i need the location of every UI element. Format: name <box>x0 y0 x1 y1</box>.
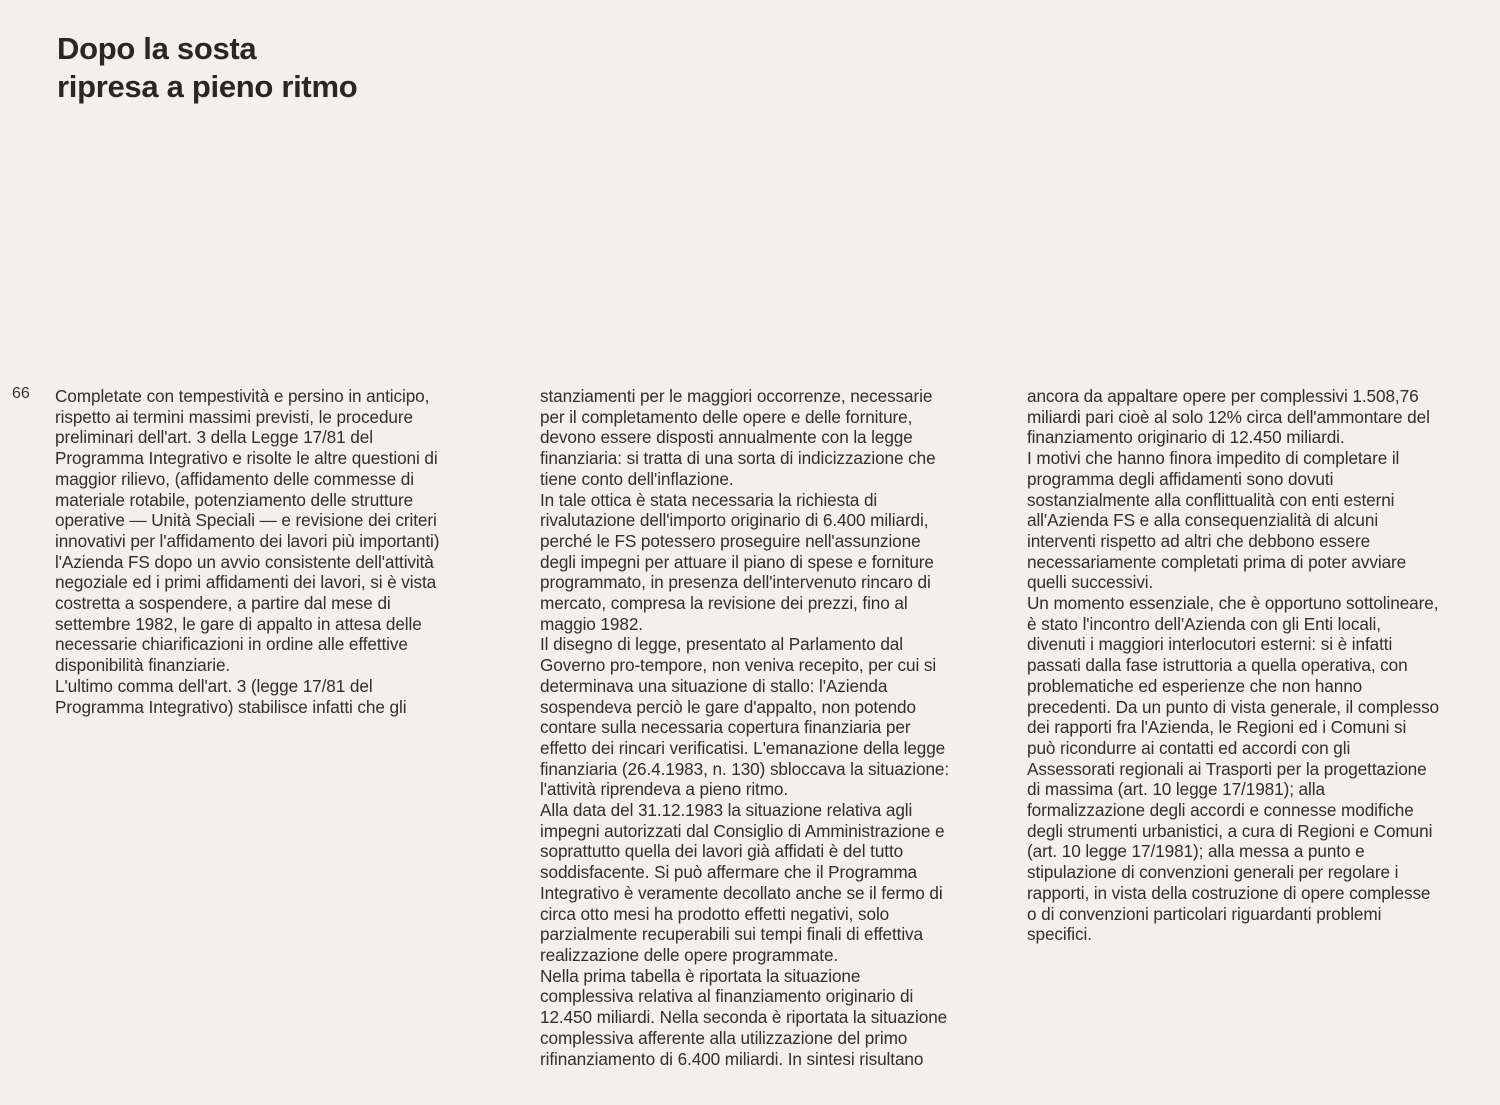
text-line: ancora da appaltare opere per complessivi 1.508,76 <box>1027 386 1419 406</box>
text-line: necessariamente completati prima di poter avviare <box>1027 551 1407 572</box>
text-line: l'Azienda FS dopo un avvio consistente dell'attività <box>55 551 434 572</box>
text-line: quelli successivi. <box>1027 572 1154 593</box>
text-line: preliminari dell'art. 3 della Legge 17/81 del <box>55 427 373 448</box>
text-column-3 <box>1027 386 1492 945</box>
text-line: devono essere disposti annualmente con la legge <box>540 427 913 448</box>
text-line: mercato, compresa la revisione dei prezzi, fino al <box>540 593 908 614</box>
text-line: maggio 1982. <box>540 613 643 634</box>
text-line: costretta a sospendere, a partire dal mese di <box>55 593 391 614</box>
text-line: complessiva relativa al finanziamento originario di <box>540 986 914 1007</box>
text-line: perché le FS potessero proseguire nell'assunzione <box>540 530 921 551</box>
text-line: programma degli affidamenti sono dovuti <box>1027 468 1334 489</box>
text-line: complessiva afferente alla utilizzazione del primo <box>540 1027 908 1048</box>
text-line: passati dalla fase istruttoria a quella operativa, con <box>1027 655 1408 676</box>
text-line: Il disegno di legge, presentato al Parlamento dal <box>540 634 903 655</box>
text-line: finanziaria (26.4.1983, n. 130) sbloccava la situazione: <box>540 758 950 779</box>
text-line: materiale rotabile, potenziamento delle strutture <box>55 489 414 510</box>
text-line: stanziamenti per le maggiori occorrenze, necessarie <box>540 386 933 406</box>
text-line: Programma Integrativo) stabilisce infatti che gli <box>55 696 407 717</box>
text-line: Programma Integrativo e risolte le altre questioni di <box>55 448 438 469</box>
text-line: rifinanziamento di 6.400 miliardi. In sintesi risultano <box>540 1048 924 1069</box>
text-line: Assessorati regionali ai Trasporti per la progettazione <box>1027 758 1427 779</box>
text-line: problematiche ed esperienze che non hanno <box>1027 675 1363 696</box>
text-line: di massima (art. 10 legge 17/1981); alla <box>1027 779 1325 800</box>
text-line: negoziale ed i primi affidamenti dei lavori, si è vista <box>55 572 437 593</box>
text-line: disponibilità finanziarie. <box>55 655 231 676</box>
text-line: operative — Unità Speciali — e revisione dei criteri <box>55 510 437 531</box>
text-line: per il completamento delle opere e delle forniture, <box>540 406 913 427</box>
text-line: rivalutazione dell'importo originario di 6.400 miliardi, <box>540 510 929 531</box>
text-line: specifici. <box>1027 924 1092 945</box>
text-line: tiene conto dell'inflazione. <box>540 468 734 489</box>
text-line: effetto dei rincari verificatisi. L'emanazione della legge <box>540 737 946 758</box>
text-line: formalizzazione degli accordi e connesse modifiche <box>1027 800 1414 821</box>
text-line: circa otto mesi ha prodotto effetti negativi, solo <box>540 903 890 924</box>
text-line: degli strumenti urbanistici, a cura di Regioni e Comuni <box>1027 820 1433 841</box>
text-line: rispetto ai termini massimi previsti, le procedure <box>55 406 413 427</box>
text-column-1 <box>55 386 495 717</box>
text-line: è stato l'incontro dell'Azienda con gli Enti locali, <box>1027 613 1381 634</box>
text-line: finanziaria: si tratta di una sorta di indicizzazione che <box>540 448 936 469</box>
text-line: 12.450 miliardi. Nella seconda è riportata la situazione <box>540 1007 948 1028</box>
page-title <box>57 30 357 106</box>
title-line-2: ripresa a pieno ritmo <box>57 69 358 104</box>
text-line: In tale ottica è stata necessaria la richiesta di <box>540 489 878 510</box>
text-line: l'attività riprendeva a pieno ritmo. <box>540 779 789 800</box>
text-line: Nella prima tabella è riportata la situazione <box>540 965 861 986</box>
text-line: Completate con tempestività e persino in anticipo, <box>55 386 430 406</box>
text-line: soprattutto quella dei lavori già affidati è del tutto <box>540 841 904 862</box>
text-line: sospendeva perciò le gare d'appalto, non potendo <box>540 696 916 717</box>
text-line: settembre 1982, le gare di appalto in attesa delle <box>55 613 422 634</box>
text-line: Un momento essenziale, che è opportuno sottolineare, <box>1027 593 1439 614</box>
text-line: necessarie chiarificazioni in ordine alle effettive <box>55 634 408 655</box>
text-line: interventi rispetto ad altri che debbono essere <box>1027 530 1371 551</box>
text-line: all'Azienda FS e alla consequenzialità di alcuni <box>1027 510 1379 531</box>
text-line: programmato, in presenza dell'intervenuto rincaro di <box>540 572 931 593</box>
text-line: impegni autorizzati dal Consiglio di Amministrazione e <box>540 820 945 841</box>
text-line: rapporti, in vista della costruzione di opere complesse <box>1027 882 1431 903</box>
text-line: precedenti. Da un punto di vista generale, il complesso <box>1027 696 1440 717</box>
text-line: innovativi per l'affidamento dei lavori più importanti) <box>55 530 440 551</box>
text-line: determinava una situazione di stallo: l'Azienda <box>540 675 888 696</box>
text-line: può ricondurre ai contatti ed accordi con gli <box>1027 737 1351 758</box>
text-line: stipulazione di convenzioni generali per regolare i <box>1027 862 1399 883</box>
text-line: realizzazione delle opere programmate. <box>540 944 839 965</box>
text-line: Integrativo è veramente decollato anche se il fermo di <box>540 882 943 903</box>
text-line: degli impegni per attuare il piano di spese e forniture <box>540 551 934 572</box>
title-line-1: Dopo la sosta <box>57 31 257 66</box>
text-line: o di convenzioni particolari riguardanti problemi <box>1027 903 1382 924</box>
text-line: parzialmente recuperabili sui tempi finali di effettiva <box>540 924 924 945</box>
text-line: Alla data del 31.12.1983 la situazione relativa agli <box>540 800 913 821</box>
page-number: 66 <box>12 385 30 402</box>
text-line: (art. 10 legge 17/1981); alla messa a punto e <box>1027 841 1365 862</box>
text-line: Governo pro-tempore, non veniva recepito, per cui si <box>540 655 937 676</box>
text-line: miliardi pari cioè al solo 12% circa dell'ammontare del <box>1027 406 1430 427</box>
text-line: divenuti i maggiori interlocutori esterni: si è infatti <box>1027 634 1393 655</box>
text-line: I motivi che hanno finora impedito di completare il <box>1027 448 1400 469</box>
text-line: soddisfacente. Si può affermare che il Programma <box>540 862 918 883</box>
text-line: L'ultimo comma dell'art. 3 (legge 17/81 del <box>55 675 373 696</box>
text-column-2 <box>540 386 995 1069</box>
text-line: finanziamento originario di 12.450 miliardi. <box>1027 427 1345 448</box>
text-line: sostanzialmente alla conflittualità con enti esterni <box>1027 489 1395 510</box>
text-line: maggior rilievo, (affidamento delle commesse di <box>55 468 414 489</box>
text-line: dei rapporti fra l'Azienda, le Regioni ed i Comuni si <box>1027 717 1407 738</box>
text-line: contare sulla necessaria copertura finanziaria per <box>540 717 911 738</box>
